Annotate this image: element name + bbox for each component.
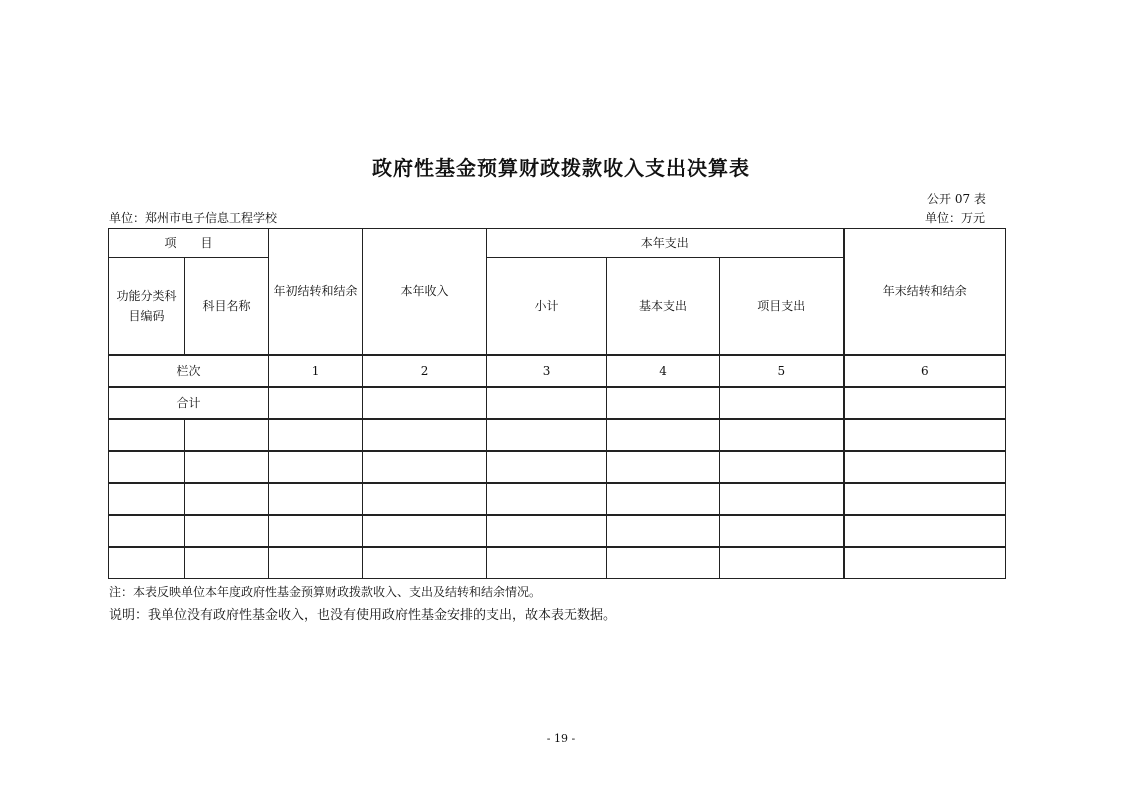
table-cell [844, 483, 1006, 515]
table-cell [269, 451, 363, 483]
column-index-4: 4 [607, 355, 720, 387]
table-cell [607, 515, 720, 547]
table-cell [185, 515, 269, 547]
table-cell [487, 547, 607, 579]
column-index-2: 2 [363, 355, 487, 387]
header-subject-name: 科目名称 [185, 258, 269, 355]
table-cell [487, 483, 607, 515]
total-row [109, 387, 1006, 419]
table-cell [720, 483, 844, 515]
header-func-code: 功能分类科目编码 [109, 258, 185, 355]
table-cell [109, 483, 185, 515]
table-cell [109, 419, 185, 451]
table-cell [185, 419, 269, 451]
table-cell [607, 483, 720, 515]
column-index-1: 1 [269, 355, 363, 387]
table-cell [487, 515, 607, 547]
column-index-label: 栏次 [109, 355, 269, 387]
table-cell [269, 387, 363, 419]
total-label: 合计 [109, 387, 269, 419]
table-cell [269, 483, 363, 515]
table-note: 注：本表反映单位本年度政府性基金预算财政拨款收入、支出及结转和结余情况。 [109, 585, 542, 599]
table-cell [109, 451, 185, 483]
table-cell [720, 515, 844, 547]
table-cell [363, 419, 487, 451]
table-cell [185, 483, 269, 515]
explanation-text: 说明：我单位没有政府性基金收入，也没有使用政府性基金安排的支出，故本表无数据。 [109, 608, 617, 623]
table-cell [269, 547, 363, 579]
page-title: 政府性基金预算财政拨款收入支出决算表 [372, 156, 750, 180]
budget-table [108, 228, 1006, 579]
column-index-row [109, 355, 1006, 387]
table-cell [720, 451, 844, 483]
table-cell [607, 387, 720, 419]
header-subtotal: 小计 [487, 258, 607, 355]
table-cell [269, 515, 363, 547]
table-cell [363, 515, 487, 547]
header-project-expense: 项目支出 [720, 258, 844, 355]
table-row [109, 515, 1006, 547]
table-cell [607, 451, 720, 483]
header-expense: 本年支出 [487, 229, 844, 258]
table-cell [363, 483, 487, 515]
header-end-balance: 年末结转和结余 [844, 229, 1006, 355]
column-index-3: 3 [487, 355, 607, 387]
table-row [109, 419, 1006, 451]
table-cell [844, 515, 1006, 547]
page-number: - 19 - [546, 732, 576, 745]
table-row [109, 547, 1006, 579]
reporting-unit: 单位：郑州市电子信息工程学校 [109, 211, 278, 225]
table-cell [185, 451, 269, 483]
table-cell [720, 387, 844, 419]
form-number: 公开 07 表 [927, 192, 986, 206]
table-cell [607, 547, 720, 579]
table-cell [363, 387, 487, 419]
table-cell [607, 419, 720, 451]
table-row [109, 483, 1006, 515]
table-cell [109, 547, 185, 579]
header-basic-expense: 基本支出 [607, 258, 720, 355]
table-cell [720, 419, 844, 451]
header-project: 项 目 [109, 229, 269, 258]
column-index-6: 6 [844, 355, 1006, 387]
table-cell [487, 419, 607, 451]
table-cell [363, 451, 487, 483]
table-cell [363, 547, 487, 579]
table-cell [487, 451, 607, 483]
table-cell [487, 387, 607, 419]
table-cell [720, 547, 844, 579]
table-cell [269, 419, 363, 451]
table-row [109, 451, 1006, 483]
column-index-5: 5 [720, 355, 844, 387]
table-cell [844, 419, 1006, 451]
currency-unit: 单位：万元 [925, 211, 986, 225]
header-income: 本年收入 [363, 229, 487, 355]
table-cell [844, 547, 1006, 579]
table-cell [109, 515, 185, 547]
table-cell [844, 451, 1006, 483]
table-cell [185, 547, 269, 579]
table-cell [844, 387, 1006, 419]
header-begin-balance: 年初结转和结余 [269, 229, 363, 355]
